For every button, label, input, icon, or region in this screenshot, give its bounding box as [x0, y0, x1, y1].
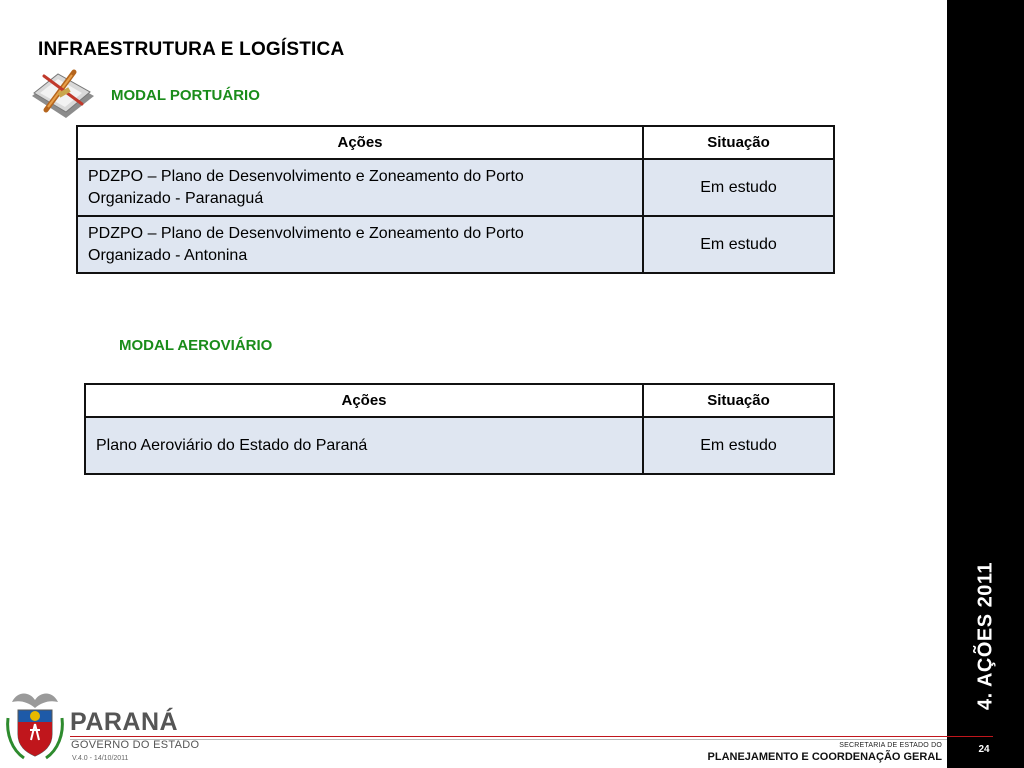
section-title-aeroviario: MODAL AEROVIÁRIO [119, 337, 273, 354]
page-number: 24 [978, 744, 990, 755]
column-header-situacao: Situação [643, 126, 834, 159]
secretaria-label: SECRETARIA DE ESTADO DO [839, 742, 942, 749]
table-portuario [76, 125, 835, 274]
brand-name: PARANÁ [70, 708, 179, 736]
action-text-line2: Organizado - Paranaguá [88, 189, 264, 207]
action-text-line2: Organizado - Antonina [88, 246, 248, 264]
table-row [85, 417, 834, 474]
section-sidebar-title: 4. AÇÕES 2011 [974, 561, 997, 711]
footer-divider-secondary [70, 739, 947, 740]
table-aeroviario [84, 383, 835, 475]
column-header-acoes: Ações [85, 384, 643, 417]
version-label: V.4.0 - 14/10/2011 [72, 755, 129, 762]
department-label: PLANEJAMENTO E COORDENAÇÃO GERAL [707, 751, 942, 763]
section-title-portuario: MODAL PORTUÁRIO [111, 87, 260, 104]
action-text-line1: PDZPO – Plano de Desenvolvimento e Zoneamento do Porto [88, 167, 524, 185]
document-pencil-icon [28, 66, 98, 120]
coat-of-arms-icon [4, 688, 66, 762]
table-row [77, 159, 834, 216]
footer-divider [70, 736, 947, 737]
column-header-situacao: Situação [643, 384, 834, 417]
footer-divider-side [947, 736, 993, 737]
column-header-acoes: Ações [77, 126, 643, 159]
status-cell: Em estudo [643, 159, 834, 216]
action-cell: Plano Aeroviário do Estado do Paraná [85, 417, 643, 474]
action-cell [77, 159, 643, 216]
status-cell: Em estudo [643, 216, 834, 273]
table-row [77, 216, 834, 273]
brand-subtitle: GOVERNO DO ESTADO [71, 739, 200, 751]
action-text-line1: PDZPO – Plano de Desenvolvimento e Zoneamento do Porto [88, 224, 524, 242]
action-cell [77, 216, 643, 273]
page-title: INFRAESTRUTURA E LOGÍSTICA [38, 39, 345, 60]
status-cell: Em estudo [643, 417, 834, 474]
